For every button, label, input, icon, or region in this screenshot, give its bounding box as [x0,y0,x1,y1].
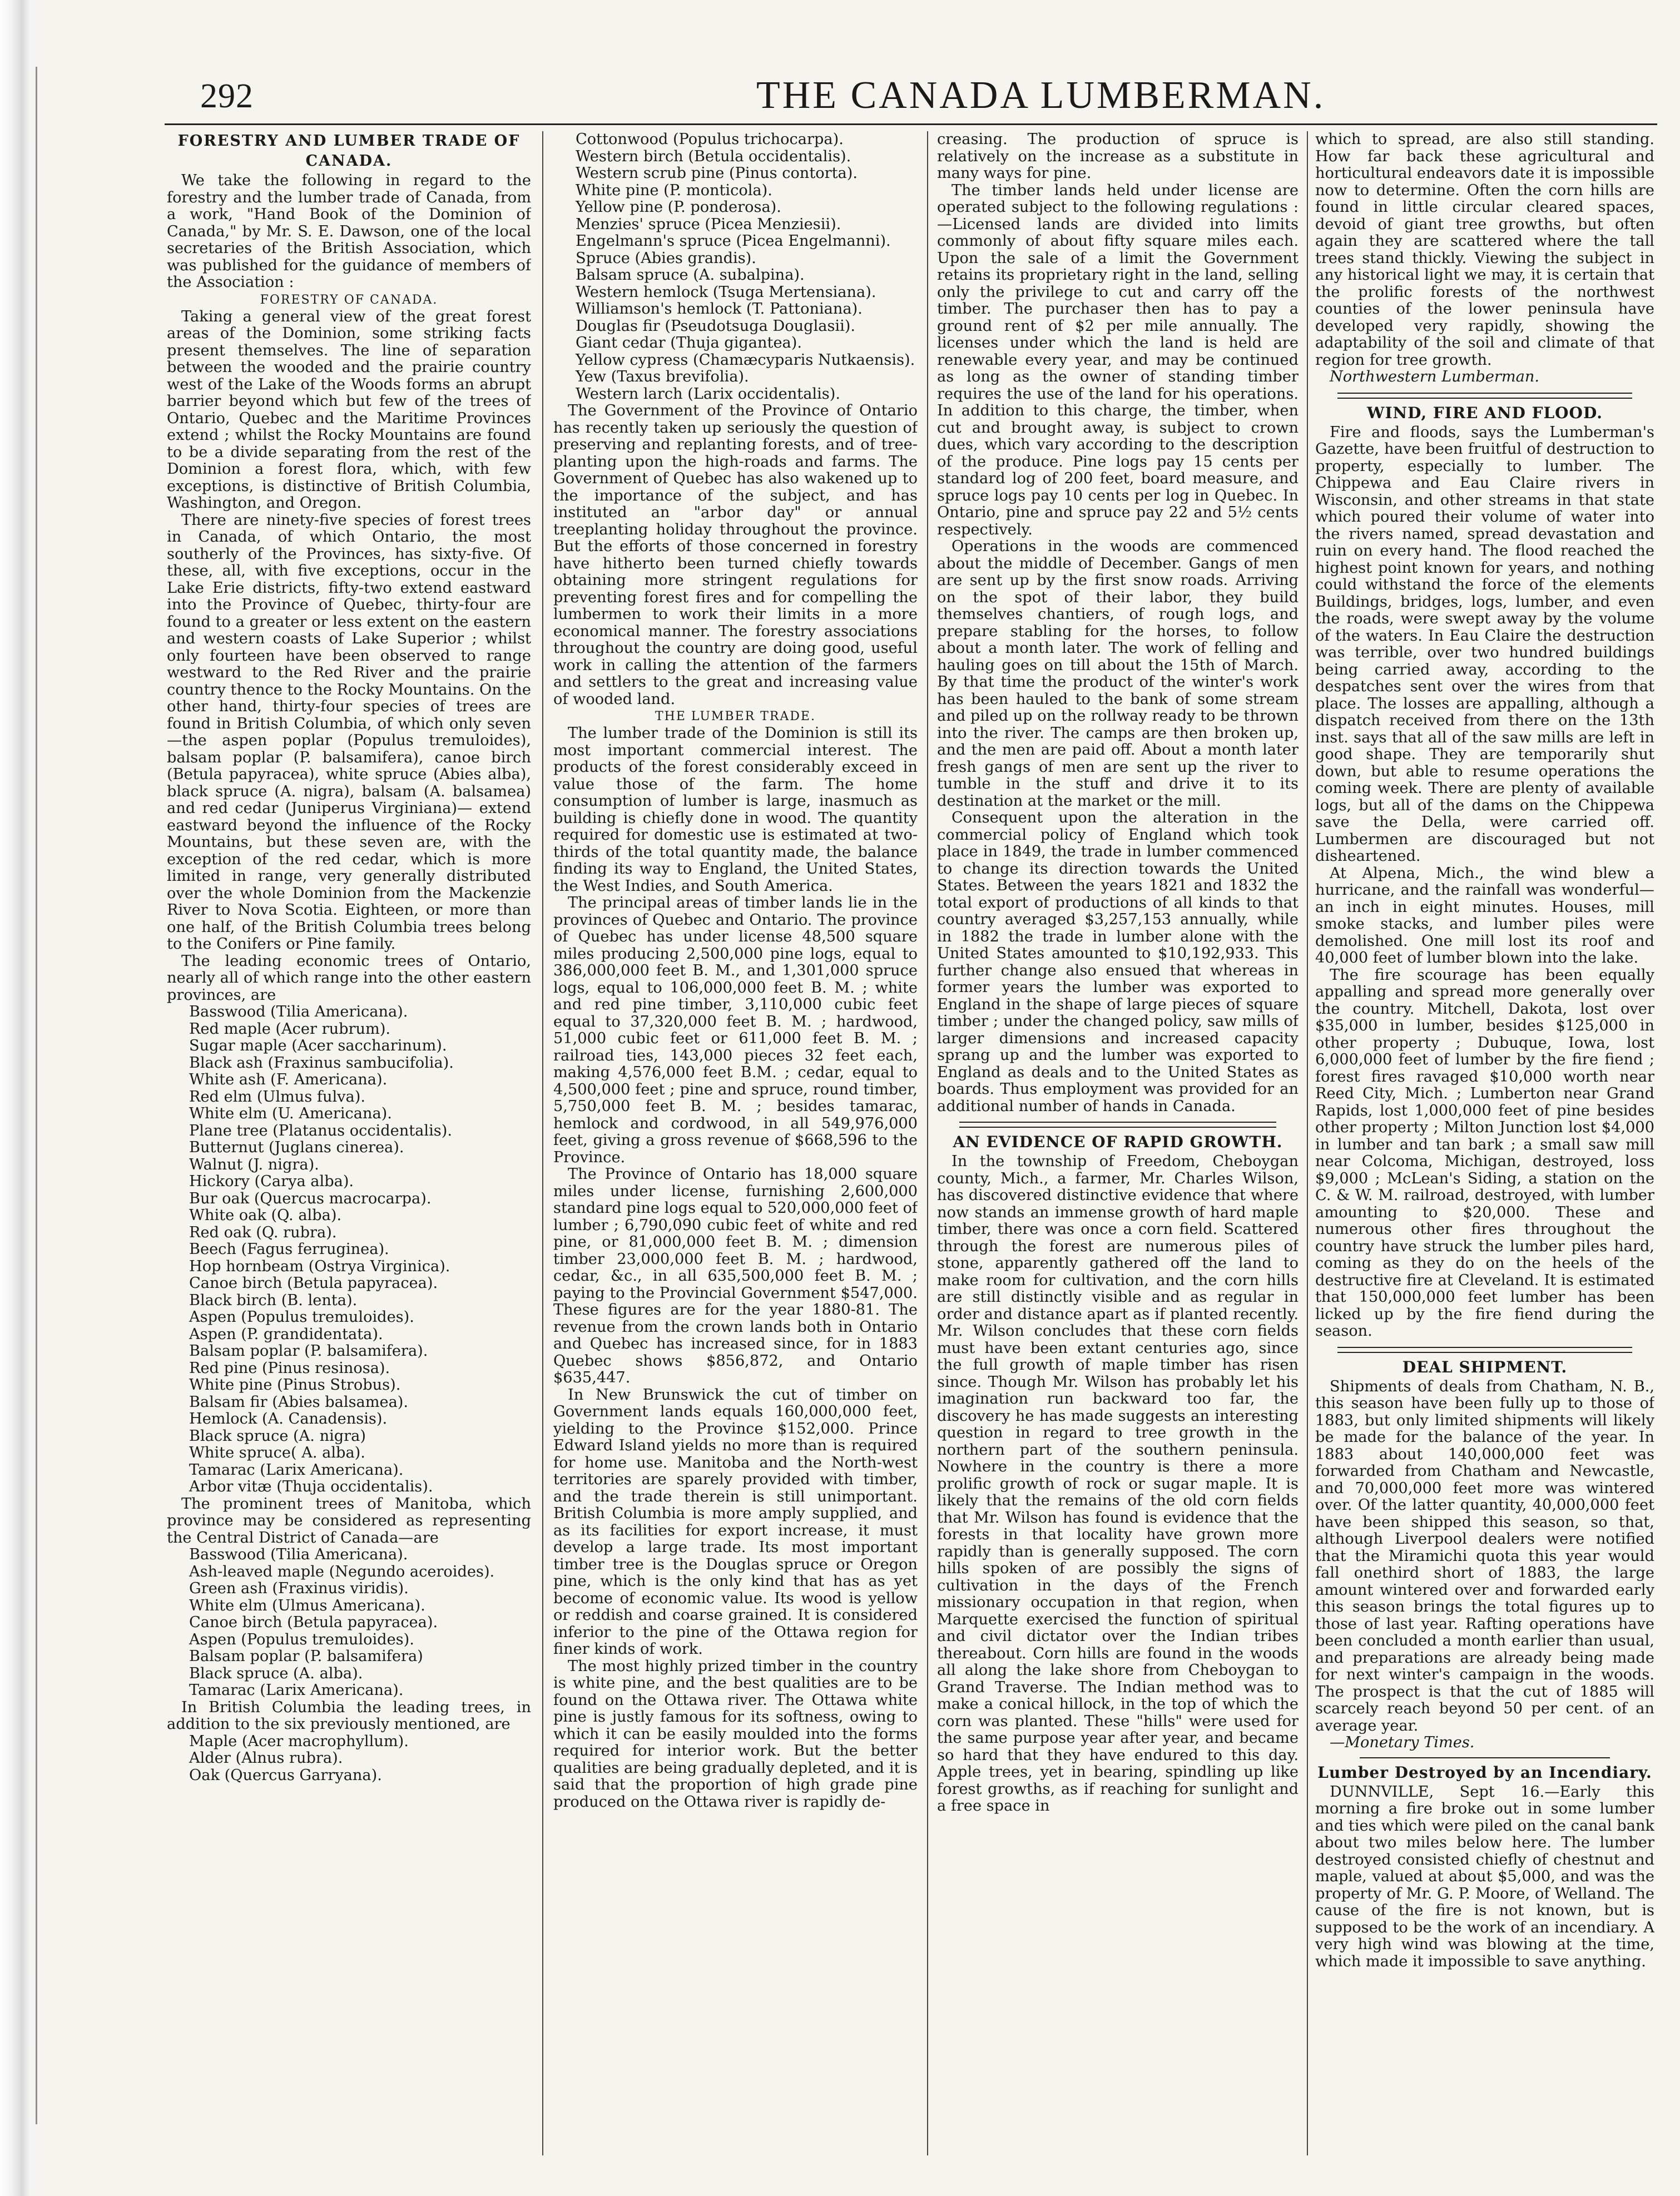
paragraph: The timber lands held under license are operated subject to the following regulations :—Licensed lands are divided into limits commonly of about fifty square miles each. Upon the sale of a limit the Government retains its proprietary right in the land, selling only the privilege to cut and carry off the timber. The purchaser then has to pay a ground rent of $2 per mile annually. The licenses under which the land is held are renewable every year, and may be continued as long as the owner of standing timber requires the use of the land for his operations. In addition to this charge, the timber, when cut and brought away, is subject to crown dues, which vary according to the description of the produce. Pine logs pay 15 cents per standard log of 200 feet, board measure, and spruce logs pay 10 cents per log in Quebec. In Ontario, pine and spruce pay 22 and 5½ cents respectively. [937,181,1299,538]
list-item: Yellow pine (P. ponderosa). [576,199,781,216]
list-item: Basswood (Tilia Americana). [189,1546,408,1563]
paragraph: Fire and floods, says the Lumberman's Gazette, have been fruitful of destruction to property, especially to lumber. The Chippewa and Eau Claire rivers in Wisconsin, and other streams in that state which poured their volume of water into the rivers named, spread devastation and ruin on every hand. The flood reached the highest point known for years, and nothing could withstand the force of the elements Buildings, bridges, logs, lumber, and even the roads, were swept away by the volume of the waters. In Eau Claire the destruction was terrible, over two hundred buildings being carried away, according to the despatches sent over the wires from that place. The losses are appalling, although a dispatch received from there on the 13th inst. says that all of the saw mills are left in good shape. They are temporarily shut down, but able to resume operations the coming week. There are plenty of available logs, but all of the dams on the Chippewa save the Della, were carried off. Lumbermen are discouraged but not disheartened. [1315,423,1654,865]
list-item: Alder (Alnus rubra). [189,1749,343,1767]
list-item: Red oak (Q. rubra). [189,1223,337,1241]
list-item: Canoe birch (Betula papyracea). [189,1614,438,1631]
list-item: Tamarac (Larix Americana). [189,1461,404,1479]
list-item: Red elm (Ulmus fulva). [189,1088,365,1106]
column-divider [542,131,543,2155]
paragraph: The most highly prized timber in the country is white pine, and the best qualities are to be found on the Ottawa river. The Ottawa white pine is justly famous for its softness, owing to which it can be easily moulded into the forms required for interior work. But the better qualities are being gradually depleted, and it is said that the proportion of high grade pine produced on the Ottawa river is rapidly de- [553,1657,918,1811]
source-credit: —Monetary Times. [1330,1734,1475,1751]
list-item: Balsam poplar (P. balsamifera) [189,1648,423,1665]
paragraph: DUNNVILLE, Sept 16.—Early this morning a fire broke out in some lumber and ties which were piled on the canal bank about two miles below here. The lumber destroyed consisted chiefly of chestnut and maple, valued at about $5,000, and was the property of Mr. G. P. Moore, of Welland. The cause of the fire is not known, but is supposed to be the work of an incendiary. A very high wind was blowing at the time, which made it impossible to save anything. [1315,1783,1654,1970]
list-item: Balsam poplar (P. balsamifera). [189,1342,428,1360]
list-item: Engelmann's spruce (Picea Engelmanni). [576,232,891,250]
paragraph: In British Columbia the leading trees, in addition to the six previously mentioned, are [167,1698,531,1733]
list-item: Basswood (Tilia Americana). [189,1003,408,1020]
paragraph: Operations in the woods are commenced about the middle of December. Gangs of men are sent up by the first snow roads. Arriving on the spot of their labor, they build themselves chantiers, of rough logs, and prepare stabling for the horses, to follow about a month later. The work of felling and hauling goes on till about the 15th of March. By that time the product of the winter's work has been hauled to the bank of some stream and piled up on the rollway ready to be thrown into the river. The camps are then broken up, and the men are paid off. About a month later fresh gangs of men are sent up the river to tumble in the stuff and drive it to its destination at the market or the mill. [937,538,1299,810]
list-item: Black spruce (A. nigra) [189,1427,366,1445]
list-item: Butternut (Juglans cinerea). [189,1139,404,1156]
list-item: Black ash (Fraxinus sambucifolia). [189,1054,454,1072]
list-item: Yew (Taxus brevifolia). [576,368,749,385]
list-item: Hemlock (A. Canadensis). [189,1410,388,1427]
list-item: Canoe birch (Betula papyracea). [189,1275,438,1292]
list-item: Balsam fir (Abies balsamea). [189,1393,409,1411]
list-item: Williamson's hemlock (T. Pattoniana). [576,300,863,318]
list-item: Maple (Acer macrophyllum). [189,1732,409,1750]
article-title: DEAL SHIPMENT. [1402,1357,1568,1376]
masthead-title: THE CANADA LUMBERMAN. [756,74,1326,117]
column-3 [937,131,1299,2161]
list-item: Arbor vitæ (Thuja occidentalis). [189,1478,433,1495]
list-item: White pine (Pinus Strobus). [189,1376,401,1394]
column-divider [1307,131,1308,2155]
list-item: White pine (P. monticola). [576,181,772,199]
header-rule [165,123,1657,125]
paragraph: At Alpena, Mich., the wind blew a hurricane, and the rainfall was wonderful—an inch in eight minutes. Houses, mill smoke stacks, and lumber piles were demolished. One mill lost its roof and 40,000 feet of lumber blown into the lake. [1315,864,1654,966]
paragraph: The Government of the Province of Ontario has recently taken up seriously the question of preserving and replanting forests, and of tree-planting upon the high-roads and farms. The Government of Quebec has also wakened up to the importance of the subject, and has instituted an "arbor day" or annual treeplanting holiday throughout the province. But the efforts of those concerned in forestry have hitherto been turned chiefly towards obtaining more stringent regulations for preventing forest fires and for compelling the lumbermen to work their limits in a more economical manner. The forestry associations throughout the country are doing good, useful work in calling the attention of the farmers and settlers to the great and increasing value of wooded land. [553,402,918,708]
list-item: Bur oak (Quercus macrocarpa). [189,1189,432,1207]
paragraph: The principal areas of timber lands lie in the provinces of Quebec and Ontario. The province of Quebec has under license 48,500 square miles producing 2,500,000 pine logs, equal to 386,000,000 feet B. M., and 1,301,000 spruce logs, equal to 106,000,000 feet B. M. ; white and red pine timber, 3,110,000 cubic feet equal to 37,320,000 feet B. M. ; hardwood, 51,000 cubic feet or 611,000 feet B. M. ; railroad ties, 143,000 pieces 32 feet each, making 4,576,000 feet B.M. ; cedar, equal to 4,500,000 feet ; pine and spruce, round timber, 5,750,000 feet B. M. ; besides tamarac, hemlock and cordwood, in all 549,976,000 feet, giving a gross revenue of $668,596 to the Province. [553,894,918,1166]
page-number: 292 [200,77,254,115]
list-item: Tamarac (Larix Americana). [189,1682,404,1699]
section-rule [1337,393,1632,399]
paragraph: The fire scourage has been equally appalling and spread more generally over the country. Mitchell, Dakota, lost over $35,000 in lumber, besides $125,000 in other property ; Dubuque, Iowa, lost 6,000,000 feet of lumber by the fire fiend ; forest fires ravaged $10,000 worth near Reed City, Mich. ; Lumberton near Grand Rapids, lost 1,000,000 feet of pine besides other property ; Milton Junction lost $4,000 in lumber and tan bark ; a small saw mill near Colcoma, Michigan, destroyed, loss $9,000 ; McLean's Siding, a station on the C. & W. M. railroad, destroyed, with lumber amounting to $20,000. These and numerous other fires throughout the country have struck the lumber piles hard, coming as they do on the heels of the destructive fire at Cleveland. It is estimated that 150,000,000 feet lumber has been licked up by the fire fiend during the season. [1315,966,1654,1340]
list-item: Green ash (Fraxinus viridis). [189,1580,409,1597]
section-subheading: FORESTRY OF CANADA. [260,293,438,307]
column-1 [167,131,531,2161]
list-item: Cottonwood (Populus trichocarpa). [576,131,844,148]
list-item: Red maple (Acer rubrum). [189,1020,391,1038]
list-item: Balsam spruce (A. subalpina). [576,266,805,284]
list-item: Spruce (Abies grandis). [576,249,756,267]
column-2 [553,131,918,2161]
column-divider [927,131,928,2155]
paragraph: The leading economic trees of Ontario, nearly all of which range into the other eastern provinces, are [167,952,531,1004]
list-item: White ash (F. Americana). [189,1071,388,1088]
list-item: Red pine (Pinus resinosa). [189,1359,390,1377]
page-binding-edge [0,0,40,2196]
article-title: Lumber Destroyed by an Incendiary. [1317,1763,1652,1782]
list-item: White elm (U. Americana). [189,1105,392,1122]
list-item: Giant cedar (Thuja gigantea). [576,334,802,351]
paragraph: which to spread, are also still standing. How far back these agricultural and horticultural endeavors date it is impossible now to determine. Often the corn hills are found in little circular cleared spaces, devoid of giant tree growths, but often again they are scattered where the tall trees stand thickly. Viewing the subject in any historical light we may, it is certain that the prolific forests of the northwest counties of the lower peninsula have developed very rapidly, showing the adaptability of the soil and climate of that region for tree growth. [1315,131,1654,369]
bc-tree-list-continued [553,131,918,403]
article-title: WIND, FIRE AND FLOOD. [1367,403,1603,422]
list-item: Black spruce (A. alba). [189,1664,363,1682]
list-item: Aspen (Populus tremuloides). [189,1630,414,1648]
binding-shadow [36,67,37,2124]
paragraph: Taking a general view of the great forest areas of the Dominion, some striking facts present themselves. The line of separation between the wooded and the prairie country west of the Lake of the Woods forms an abrupt barrier beyond which but few of the trees of Ontario, Quebec and the Maritime Provinces extend ; whilst the Rocky Mountains are found to be a divide separating from the rest of the Dominion a forest flora, which, with few exceptions, is distinctive of British Columbia, Washington, and Oregon. [167,308,531,512]
ontario-tree-list [167,1004,531,1496]
paragraph: The lumber trade of the Dominion is still its most important commercial interest. The products of the forest considerably exceed in value those of the farm. The home consumption of lumber is large, inasmuch as building is chiefly done in wood. The quantity required for domestic use is estimated at two-thirds of the total quantity made, the balance finding its way to England, the United States, the West Indies, and South America. [553,725,918,895]
list-item: Douglas fir (Pseudotsuga Douglasii). [576,317,856,335]
paragraph: creasing. The production of spruce is relatively on the increase as a substitute in many ways for pine. [937,131,1299,182]
list-item: Yellow cypress (Chamæcyparis Nutkaensis). [576,351,915,369]
source-credit: Northwestern Lumberman. [1330,368,1540,385]
list-item: Sugar maple (Acer saccharinum). [189,1037,447,1054]
bc-tree-list [167,1733,531,1784]
paragraph: In New Brunswick the cut of timber on Government lands equals 160,000,000 feet, yielding to the Province $152,000. Prince Edward Island yields no more than is required for home use. Manitoba and the North-west territories are sparely provided with timber, and the trade therein is still unimportant. British Columbia is more amply supplied, and as its facilities for export increase, it must develop a large trade. Its most important timber tree is the Douglas spruce or Oregon pine, which is the only kind that has as yet become of economic value. Its wood is yellow or reddish and coarse grained. It is considered inferior to the pine of the Ottawa region for finer kinds of work. [553,1386,918,1658]
list-item: White spruce( A. alba). [189,1444,365,1461]
list-item: Western birch (Betula occidentalis). [576,147,851,165]
list-item: Black birch (B. lenta). [189,1291,358,1309]
paragraph: In the township of Freedom, Cheboygan county, Mich., a farmer, Mr. Charles Wilson, has discovered distinctive evidence that where now stands an immense growth of hard maple timber, there was once a corn field. Scattered through the forest are numerous piles of stone, apparently gathered off the land to make room for cultivation, and the corn hills are still distinctly visible and as regular in order and distance apart as if planted recently. Mr. Wilson concludes that these corn fields must have been extant centuries ago, since the full growth of maple timber has risen since. Though Mr. Wilson has probably let his imagination run backward too far, the discovery he has made suggests an interesting question in regard to tree growth in the northern part of the southern peninsula. Nowhere in the country is there a more prolific growth of rock or sugar maple. It is likely that the remains of the old corn fields that Mr. Wilson has found is evidence that the forests in that locality have grown more rapidly than is generally supposed. The corn hills spoken of are possibly the signs of cultivation in the days of the French missionary occupation in that region, when Marquette exercised the function of spiritual and civil dictator over the Indian tribes thereabout. Corn hills are found in the woods all along the lake shore from Cheboygan to Grand Traverse. The Indian method was to make a conical hillock, in the top of which the corn was planted. These "hills" were used for the same purpose year after year, and became so hard that they have endured to this day. Apple trees, yet in bearing, spindling up like forest growths, as if reaching for sunlight and a free space in [937,1153,1299,1815]
list-item: Hop hornbeam (Ostrya Virginica). [189,1257,450,1275]
section-rule [959,1122,1276,1128]
paragraph: The Province of Ontario has 18,000 square miles under license, furnishing 2,600,000 standard pine logs equal to 520,000,000 feet of lumber ; 6,790,090 cubic feet of white and red pine, or 81,000,000 feet B. M. ; dimension timber 23,000,000 feet B. M. ; hardwood, cedar, &c., in all 635,500,000 feet B. M. ; paying to the Provincial Government $547,000. These figures are for the year 1880-81. The revenue from the crown lands both in Ontario and Quebec has increased since, for in 1883 Quebec shows $856,872, and Ontario $635,447. [553,1166,918,1386]
list-item: Western scrub pine (Pinus contorta). [576,165,858,182]
paragraph: We take the following in regard to the forestry and the lumber trade of Canada, from a work, "Hand Book of the Dominion of Canada," by Mr. S. E. Dawson, one of the local secretaries of the British Association, which was published for the guidance of members of the Association : [167,172,531,291]
list-item: Menzies' spruce (Picea Menziesii). [576,215,841,233]
manitoba-tree-list [167,1546,531,1699]
list-item: White oak (Q. alba). [189,1207,342,1224]
paragraph: Shipments of deals from Chatham, N. B., this season have been fully up to those of 1883, but only limited shipments will likely be made for the balance of the year. In 1883 about 140,000,000 feet was forwarded from Chatham and Newcastle, and 70,000,000 feet more was wintered over. Of the latter quantity, 40,000,000 feet have been shipped this season, so that, although Liverpool dealers were notified that the Miramichi quota this year would fall onethird short of 1883, the large amount wintered over and forwarded early this season brings the total figures up to those of last year. Rafting operations have been concluded a month earlier than usual, and preparations are already being made for next winter's campaign in the woods. The prospect is that the cut of 1885 will scarcely reach beyond 50 per cent. of an average year. [1315,1377,1654,1734]
list-item: Plane tree (Platanus occidentalis). [189,1122,452,1139]
article-title-line2: CANADA. [305,152,393,170]
list-item: Ash-leaved maple (Negundo aceroides). [189,1563,495,1580]
article-title: FORESTRY AND LUMBER TRADE OF [177,132,521,150]
list-item: Beech (Fagus ferruginea). [189,1241,389,1258]
list-item: Aspen (Populus tremuloides). [189,1308,414,1326]
list-item: Walnut (J. nigra). [189,1156,319,1173]
list-item: Oak (Quercus Garryana). [189,1766,382,1784]
list-item: White elm (Ulmus Americana). [189,1597,425,1614]
section-subheading: THE LUMBER TRADE. [655,710,816,723]
column-4 [1315,131,1654,2161]
section-rule [1360,1757,1610,1758]
list-item: Western larch (Larix occidentalis). [576,385,840,403]
list-item: Western hemlock (Tsuga Mertensiana). [576,283,876,301]
list-item: Aspen (P. grandidentata). [189,1325,383,1343]
article-title: AN EVIDENCE OF RAPID GROWTH. [953,1133,1283,1151]
paragraph: There are ninety-five species of forest trees in Canada, of which Ontario, the most southerly of the Provinces, has sixty-five. Of these, all, with five exceptions, occur in the Lake Erie districts, fifty-two extend eastward into the Province of Quebec, thirty-four are found to a greater or less extent on the eastern and western coasts of Lake Superior ; whilst only fourteen have been observed to range westward to the Red River and the prairie country thence to the Rocky Mountains. On the other hand, thirty-four species of trees are found in British Columbia, of which only seven—the aspen poplar (Populus tremuloides), balsam poplar (P. balsamifera), canoe birch (Betula papyracea), white spruce (Abies alba), black spruce (A. nigra), balsam (A. balsamea) and red cedar (Juniperus Virginiana)— extend eastward beyond the influence of the Rocky Mountains, but these seven are, with the exception of the red cedar, which is more limited in range, very generally distributed over the whole Dominion from the Mackenzie River to Nova Scotia. Eighteen, or more than one half, of the British Columbia trees belong to the Conifers or Pine family. [167,511,531,953]
section-rule [1337,1347,1632,1353]
list-item: Hickory (Carya alba). [189,1173,354,1190]
paragraph: Consequent upon the alteration in the commercial policy of England which took place in 1849, the trade in lumber commenced to change its direction towards the United States. Between the years 1821 and 1832 the total export of productions of all kinds to that country averaged $3,257,153 annually, while in 1882 the trade in lumber alone with the United States amounted to $10,192,933. This further change also ensued that whereas in former years the lumber was exported to England in the shape of large pieces of square timber ; under the changed policy, saw mills of larger dimensions and increased capacity sprang up and the lumber was exported to England as deals and to the United States as boards. Thus employment was provided for an additional number of hands in Canada. [937,809,1299,1115]
paragraph: The prominent trees of Manitoba, which province may be considered as representing the Central District of Canada—are [167,1495,531,1546]
